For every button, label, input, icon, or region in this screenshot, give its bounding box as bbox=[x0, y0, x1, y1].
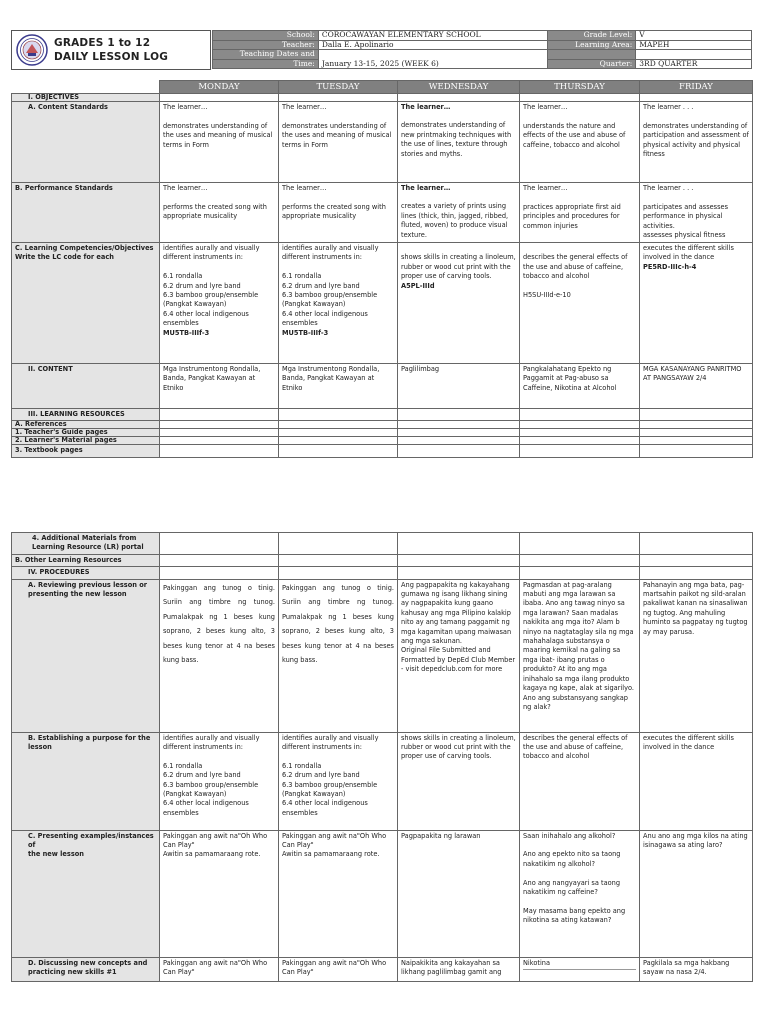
competencies-monday-text: identifies aurally and visually different instruments in: 6.1 rondalla 6.2 drum and lyre band 6.3 bamboo group/ensemble (Pangkat Kawayan) 6.4 other local indigenous ensembles bbox=[163, 244, 260, 328]
tg-pages-row bbox=[12, 429, 753, 437]
competencies-thursday: describes the general effects of the use and abuse of caffeine, tobacco and alcohol H5SU-IIId-e-10 bbox=[520, 243, 640, 364]
empty-cell bbox=[398, 421, 520, 429]
title-line-1: GRADES 1 to 12 bbox=[54, 37, 151, 49]
proc-b-friday: executes the different skills involved in the dance bbox=[640, 732, 753, 830]
objectives-label: I. OBJECTIVES bbox=[12, 94, 160, 102]
content-friday: MGA KASANAYANG PANRITMO AT PANGSAYAW 2/4 bbox=[640, 364, 753, 409]
empty-cell bbox=[520, 554, 640, 566]
empty-cell bbox=[279, 445, 398, 458]
empty-cell bbox=[520, 533, 640, 555]
empty-cell bbox=[160, 429, 279, 437]
resources-label: III. LEARNING RESOURCES bbox=[12, 409, 160, 421]
empty-cell bbox=[640, 554, 753, 566]
empty-cell bbox=[640, 437, 753, 445]
proc-c-label: C. Presenting examples/instances of the new lesson bbox=[12, 830, 160, 957]
blank-label bbox=[548, 50, 636, 60]
proc-b-label: B. Establishing a purpose for the lesson bbox=[12, 732, 160, 830]
dates-label: Teaching Dates and bbox=[213, 50, 319, 60]
day-header-monday: MONDAY bbox=[160, 81, 279, 94]
proc-c-monday: Pakinggan ang awit na"Oh Who Can Play" Awitin sa pamamaraang rote. bbox=[160, 830, 279, 957]
empty-cell bbox=[640, 533, 753, 555]
empty-cell bbox=[398, 445, 520, 458]
lesson-table-page-2 bbox=[11, 532, 753, 982]
empty-cell bbox=[279, 421, 398, 429]
content-standards-row bbox=[12, 102, 753, 183]
content-row bbox=[12, 364, 753, 409]
proc-b-thursday: describes the general effects of the use and abuse of caffeine, tobacco and alcohol bbox=[520, 732, 640, 830]
proc-d-thursday-text: Nikotina bbox=[523, 959, 636, 970]
resources-row bbox=[12, 409, 753, 421]
content-standards-thursday: The learner… understands the nature and effects of the use and abuse of caffeine, tobacco and alcohol bbox=[520, 102, 640, 183]
empty-cell bbox=[160, 554, 279, 566]
proc-c-row bbox=[12, 830, 753, 957]
proc-b-tuesday: identifies aurally and visually different instruments in: 6.1 rondalla 6.2 drum and lyre band 6.3 bamboo group/ensemble (Pangkat Kawayan) 6.4 other local indigenous ensembles bbox=[279, 732, 398, 830]
competencies-tuesday-code: MU5TB-IIIf-3 bbox=[282, 328, 329, 337]
other-resources-row bbox=[12, 554, 753, 566]
deped-seal-icon bbox=[16, 34, 48, 66]
empty-cell bbox=[160, 437, 279, 445]
area-value: MAPEH bbox=[636, 40, 752, 50]
empty-cell bbox=[279, 94, 398, 102]
content-standards-monday: The learner… demonstrates understanding of the uses and meaning of musical terms in Form bbox=[160, 102, 279, 183]
empty-cell bbox=[520, 567, 640, 579]
competencies-tuesday-text: identifies aurally and visually different instruments in: 6.1 rondalla 6.2 drum and lyre band 6.3 bamboo group/ensemble (Pangkat Kawayan) 6.4 other local indigenous ensembles bbox=[282, 244, 379, 328]
content-standards-label: A. Content Standards bbox=[12, 102, 160, 183]
empty-cell bbox=[520, 94, 640, 102]
proc-a-tuesday: Pakinggan ang tunog o tinig. Suriin ang timbre ng tunog. Pumalakpak ng 1 beses kung soprano, 2 beses kung alto, 3 beses kung tenor at 4 na beses kung bass. bbox=[279, 579, 398, 732]
title-box bbox=[11, 30, 211, 70]
empty-cell bbox=[398, 94, 520, 102]
textbook-label: 3. Textbook pages bbox=[12, 445, 160, 458]
empty-cell bbox=[398, 429, 520, 437]
time-label: Time: bbox=[213, 59, 319, 69]
days-header-row bbox=[12, 81, 753, 94]
content-tuesday: Mga Instrumentong Rondalla, Banda, Pangkat Kawayan at Etniko bbox=[279, 364, 398, 409]
empty-cell bbox=[160, 409, 279, 421]
proc-a-label: A. Reviewing previous lesson or presenting the new lesson bbox=[12, 579, 160, 732]
competencies-friday-text: executes the different skills involved in the dance bbox=[643, 244, 734, 262]
empty-cell bbox=[279, 429, 398, 437]
empty-cell bbox=[398, 437, 520, 445]
content-wednesday: Paglilimbag bbox=[398, 364, 520, 409]
lm-pages-label: 2. Learner's Material pages bbox=[12, 437, 160, 445]
performance-standards-friday: The learner . . . participates and assesses performance in physical activities. assesses physical fitness bbox=[640, 183, 753, 243]
content-thursday: Pangkalahatang Epekto ng Paggamit at Pag-abuso sa Caffeine, Nikotina at Alcohol bbox=[520, 364, 640, 409]
proc-b-wednesday: shows skills in creating a linoleum, rubber or wood cut print with the proper use of carving tools. bbox=[398, 732, 520, 830]
empty-cell bbox=[640, 94, 753, 102]
performance-standards-thursday: The learner… practices appropriate first aid principles and procedures for common injuries bbox=[520, 183, 640, 243]
title-line-2: DAILY LESSON LOG bbox=[54, 51, 169, 63]
empty-cell bbox=[520, 445, 640, 458]
content-standards-wednesday-head: The learner… bbox=[401, 103, 451, 111]
performance-standards-tuesday: The learner… performs the created song with appropriate musicality bbox=[279, 183, 398, 243]
empty-cell bbox=[160, 533, 279, 555]
empty-cell bbox=[640, 409, 753, 421]
procedures-row bbox=[12, 567, 753, 579]
corner-cell bbox=[12, 81, 160, 94]
performance-standards-wednesday bbox=[398, 183, 520, 243]
competencies-label: C. Learning Competencies/Objectives Write the LC code for each bbox=[12, 243, 160, 364]
area-label: Learning Area: bbox=[548, 40, 636, 50]
teacher-value: Dalla E. Apolinario bbox=[318, 40, 548, 50]
quarter-label: Quarter: bbox=[548, 59, 636, 69]
empty-cell bbox=[520, 437, 640, 445]
proc-b-monday: identifies aurally and visually different instruments in: 6.1 rondalla 6.2 drum and lyre band 6.3 bamboo group/ensemble (Pangkat Kawayan) 6.4 other local indigenous ensembles bbox=[160, 732, 279, 830]
proc-a-friday: Pahanayin ang mga bata, pag-martsahin paikot ng sild-aralan pakaliwat kanan na sinasaliwan ng tugtog. Ang mahuling huminto sa pagpatay ng tugtog ay may parusa. bbox=[640, 579, 753, 732]
proc-b-row bbox=[12, 732, 753, 830]
proc-d-row bbox=[12, 957, 753, 981]
proc-d-tuesday: Pakinggan ang awit na"Oh Who Can Play" bbox=[279, 957, 398, 981]
competencies-wednesday bbox=[398, 243, 520, 364]
school-value: COROCAWAYAN ELEMENTARY SCHOOL bbox=[318, 31, 548, 41]
empty-cell bbox=[640, 445, 753, 458]
proc-c-thursday: Saan inihahalo ang alkohol? Ano ang epekto nito sa taong nakatikim ng alkohol? Ano ang nangyayari sa taong nakatikim ng caffeine? May masama bang epekto ang nikotina sa ating katawan? bbox=[520, 830, 640, 957]
empty-cell bbox=[640, 421, 753, 429]
empty-cell bbox=[640, 567, 753, 579]
performance-standards-monday: The learner… performs the created song with appropriate musicality bbox=[160, 183, 279, 243]
proc-a-monday: Pakinggan ang tunog o tinig. Suriin ang timbre ng tunog. Pumalakpak ng 1 beses kung soprano, 2 beses kung alto, 3 beses kung tenor at 4 na beses kung bass. bbox=[160, 579, 279, 732]
competencies-monday bbox=[160, 243, 279, 364]
empty-cell bbox=[398, 409, 520, 421]
teacher-label: Teacher: bbox=[213, 40, 319, 50]
additional-materials-row bbox=[12, 533, 753, 555]
proc-a-thursday: Pagmasdan at pag-aralang mabuti ang mga larawan sa ibaba. Ano ang tawag ninyo sa mga larawan? Saan madalas nakikita ang mga ito? Alam b ninyo na nagtataglay sila ng mga mahahalaga substansya o maaring kemikal na galing sa mga ibat- ibang prutas o produkto? At ito ang mga inihahalo sa mga ilang produkto kagaya ng kape, alak at sigarilyo. Ano ang substansyang sangkap ng alak? bbox=[520, 579, 640, 732]
competencies-wednesday-code: A5PL-IIId bbox=[401, 281, 435, 290]
lm-pages-row bbox=[12, 437, 753, 445]
performance-standards-label: B. Performance Standards bbox=[12, 183, 160, 243]
day-header-tuesday: TUESDAY bbox=[279, 81, 398, 94]
empty-cell bbox=[160, 421, 279, 429]
content-monday: Mga Instrumentong Rondalla, Banda, Pangkat Kawayan at Etniko bbox=[160, 364, 279, 409]
empty-cell bbox=[279, 533, 398, 555]
proc-d-thursday bbox=[520, 957, 640, 981]
competencies-wednesday-text: shows skills in creating a linoleum, rubber or wood cut print with the proper use of carving tools. bbox=[401, 253, 516, 281]
school-label: School: bbox=[213, 31, 319, 41]
empty-cell bbox=[398, 567, 520, 579]
blank-value bbox=[636, 50, 752, 60]
competencies-monday-code: MU5TB-IIIf-3 bbox=[163, 328, 210, 337]
objectives-row bbox=[12, 94, 753, 102]
empty-cell bbox=[279, 554, 398, 566]
quarter-value: 3RD QUARTER bbox=[636, 59, 752, 69]
performance-standards-wednesday-head: The learner… bbox=[401, 184, 451, 192]
day-header-wednesday: WEDNESDAY bbox=[398, 81, 520, 94]
empty-cell bbox=[279, 409, 398, 421]
grade-label: Grade Level: bbox=[548, 31, 636, 41]
competencies-friday bbox=[640, 243, 753, 364]
empty-cell bbox=[160, 567, 279, 579]
empty-cell bbox=[520, 409, 640, 421]
day-header-thursday: THURSDAY bbox=[520, 81, 640, 94]
empty-cell bbox=[398, 554, 520, 566]
other-resources-label: B. Other Learning Resources bbox=[12, 554, 160, 566]
proc-d-label: D. Discussing new concepts and practicing new skills #1 bbox=[12, 957, 160, 981]
proc-c-friday: Anu ano ang mga kilos na ating isinagawa sa ating laro? bbox=[640, 830, 753, 957]
document-title bbox=[54, 36, 168, 64]
references-label: A. References bbox=[12, 421, 160, 429]
empty-cell bbox=[398, 533, 520, 555]
competencies-row bbox=[12, 243, 753, 364]
procedures-label: IV. PROCEDURES bbox=[12, 567, 160, 579]
page-1 bbox=[0, 0, 768, 470]
performance-standards-row bbox=[12, 183, 753, 243]
empty-cell bbox=[279, 437, 398, 445]
proc-d-monday: Pakinggan ang awit na"Oh Who Can Play" bbox=[160, 957, 279, 981]
content-standards-friday: The learner . . . demonstrates understanding of participation and assessment of physical activity and physical fitness bbox=[640, 102, 753, 183]
content-standards-tuesday: The learner… demonstrates understanding of the uses and meaning of musical terms in Form bbox=[279, 102, 398, 183]
competencies-tuesday bbox=[279, 243, 398, 364]
references-row bbox=[12, 421, 753, 429]
grade-value: V bbox=[636, 31, 752, 41]
tg-pages-label: 1. Teacher's Guide pages bbox=[12, 429, 160, 437]
info-table bbox=[212, 30, 752, 69]
competencies-friday-code: PE5RD-IIIc-h-4 bbox=[643, 262, 697, 271]
content-label: II. CONTENT bbox=[12, 364, 160, 409]
proc-a-row bbox=[12, 579, 753, 732]
proc-c-wednesday: Pagpapakita ng larawan bbox=[398, 830, 520, 957]
proc-d-friday: Pagkilala sa mga hakbang sayaw na nasa 2/4. bbox=[640, 957, 753, 981]
proc-c-tuesday: Pakinggan ang awit na"Oh Who Can Play" Awitin sa pamamaraang rote. bbox=[279, 830, 398, 957]
empty-cell bbox=[160, 94, 279, 102]
proc-d-wednesday: Naipakikita ang kakayahan sa likhang paglilimbag gamit ang bbox=[398, 957, 520, 981]
proc-a-wednesday: Ang pagpapakita ng kakayahang gumawa ng isang likhang sining ay nagpapakita kung gaano kahusay ang mga Pilipino kalakip nito ay ang tamang paggamit ng mga kagamitan upang maiwasan ang mga sakunan. Original File Submitted and Formatted by DepEd Club Member - visit depedclub.com for more bbox=[398, 579, 520, 732]
empty-cell bbox=[520, 421, 640, 429]
performance-standards-wednesday-text: creates a variety of prints using lines (thick, thin, jagged, ribbed, fluted, woven) to produce visual texture. bbox=[401, 202, 509, 239]
empty-cell bbox=[279, 567, 398, 579]
day-header-friday: FRIDAY bbox=[640, 81, 753, 94]
additional-materials-label: 4. Additional Materials from Learning Resource (LR) portal bbox=[12, 533, 160, 555]
content-standards-wednesday-text: demonstrates understanding of new printmaking techniques with the use of lines, texture through stories and myths. bbox=[401, 121, 512, 158]
textbook-row bbox=[12, 445, 753, 458]
lesson-table-page-1 bbox=[11, 80, 753, 458]
dates-value: January 13-15, 2025 (WEEK 6) bbox=[318, 50, 548, 69]
empty-cell bbox=[160, 445, 279, 458]
empty-cell bbox=[520, 429, 640, 437]
content-standards-wednesday bbox=[398, 102, 520, 183]
page-2 bbox=[0, 528, 768, 1024]
empty-cell bbox=[640, 429, 753, 437]
